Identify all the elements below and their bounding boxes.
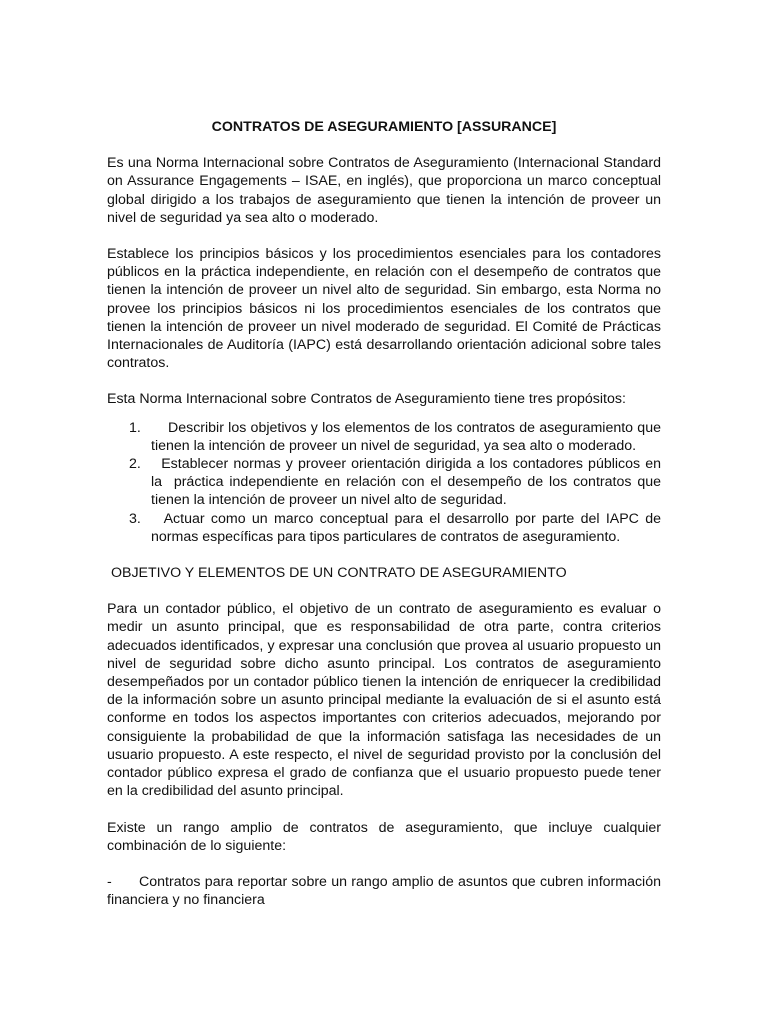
- list-item-number: 3.: [129, 510, 141, 527]
- dash-list-item: [107, 873, 661, 909]
- paragraph-purposes-intro: Esta Norma Internacional sobre Contratos de Aseguramiento tiene tres propósitos:: [107, 391, 626, 408]
- paragraph-range: Existe un rango amplio de contratos de aseguramiento, que incluye cualquier combinación de lo siguiente:: [107, 819, 661, 854]
- list-item-text: Describir los objetivos y los elementos de los contratos de aseguramiento que tienen la intención de proveer un nivel de seguridad, ya sea alto o moderado.: [151, 419, 665, 454]
- paragraph-principles: Establece los principios básicos y los procedimientos esenciales para los contadores públicos en la práctica independiente, en relación con el desempeño de contratos que tienen la intención de proveer un nivel alto de seguridad. Sin embargo, esta Norma no provee los principios básicos ni los procedimientos esenciales de los contratos que tienen la intención de proveer un nivel moderado de seguridad. El Comité de Prácticas Internacionales de Auditoría (IAPC) está desarrollando orientación adicional sobre tales contratos.: [107, 246, 661, 372]
- list-item-number: 1.: [129, 419, 141, 436]
- purposes-list: [107, 419, 665, 546]
- dash-bullet: -: [107, 873, 112, 890]
- list-item-number: 2.: [129, 456, 141, 473]
- list-item-text: Establecer normas y proveer orientación dirigida a los contadores públicos en la práctica independiente en relación con el desempeño de los contratos que tienen la intención de proveer un nivel alto de seguridad.: [151, 456, 665, 509]
- section-heading: OBJETIVO Y ELEMENTOS DE UN CONTRATO DE ASEGURAMIENTO: [107, 565, 567, 582]
- paragraph-intro: Es una Norma Internacional sobre Contratos de Aseguramiento (Internacional Standard on Assurance Engagements – ISAE, en inglés), que proporciona un marco conceptual global dirigido a los trabajos de aseguramiento que tienen la intención de proveer un nivel de seguridad ya sea alto o moderado.: [107, 155, 661, 226]
- list-item-text: Actuar como un marco conceptual para el desarrollo por parte del IAPC de normas específicas para tipos particulares de contratos de aseguramiento.: [151, 510, 665, 545]
- list-item: [107, 455, 665, 510]
- list-item: [107, 510, 665, 546]
- document-page: [107, 118, 665, 909]
- dash-item-text: Contratos para reportar sobre un rango amplio de asuntos que cubren información financiera y no financiera: [107, 873, 661, 909]
- paragraph-objective: Para un contador público, el objetivo de un contrato de aseguramiento es evaluar o medir un asunto principal, que es responsabilidad de otra parte, contra criterios adecuados identificados, y expresar una conclusión que provea al usuario propuesto un nivel de seguridad sobre dicho asunto principal. Los contratos de aseguramiento desempeñados por un contador público tienen la intención de enriquecer la credibilidad de la información sobre un asunto principal mediante la evaluación de si el asunto está conforme en todos los aspectos importantes con criterios adecuados, mejorando por consiguiente la probabilidad de que la información satisfaga las necesidades de un usuario propuesto. A este respecto, el nivel de seguridad provisto por la conclusión del contador público expresa el grado de confianza que el usuario propuesto puede tener en la credibilidad del asunto principal.: [107, 601, 661, 800]
- list-item: [107, 419, 665, 455]
- document-title: CONTRATOS DE ASEGURAMIENTO [ASSURANCE]: [211, 119, 557, 135]
